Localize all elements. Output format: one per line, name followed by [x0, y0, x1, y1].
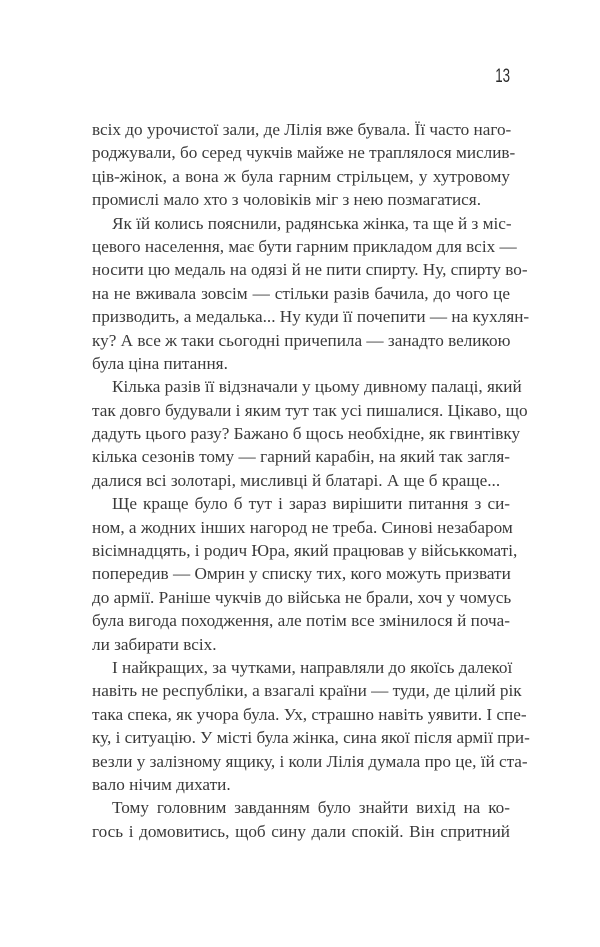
text-line: Ще краще було б тут і зараз вирішити питання з си- — [112, 494, 510, 514]
text-line: була вигода походження, але потім все змінилося й поча- — [92, 611, 510, 631]
text-line: призводить, а медалька... Ну куди її почепити — на кухлян- — [92, 307, 530, 327]
text-line: носити цю медаль на одязі й не пити спирту. Ну, спирту во- — [92, 260, 528, 280]
text-line: всіх до урочистої зали, де Лілія вже бувала. Її часто наго- — [92, 120, 512, 139]
text-line: І найкращих, за чутками, направляли до якоїсь далекої — [112, 657, 513, 677]
body-text — [92, 118, 530, 843]
text-line: ку, і ситуацію. У місті була жінка, сина якої після армії при- — [92, 728, 530, 748]
text-line: ку? А все ж таки сьогодні причепила — занадто великою — [92, 330, 511, 350]
text-line: промислі мало хто з чоловіків міг з нею позмагатися. — [92, 190, 481, 210]
text-line: кілька сезонів тому — гарний карабін, на який так загля- — [92, 447, 510, 467]
text-line: ном, а жодних інших нагород не треба. Синові незабаром — [92, 517, 513, 537]
text-line: вісімнадцять, і родич Юра, який працював у військкоматі, — [92, 541, 518, 561]
text-line: вало нічим дихати. — [92, 774, 231, 794]
text-line: навіть не республіки, а взагалі країни — туди, де цілий рік — [92, 681, 522, 701]
text-line: роджували, бо серед чукчів майже не траплялося мислив- — [92, 143, 516, 163]
text-line: попередив — Омрин у списку тих, кого можуть призвати — [92, 564, 511, 584]
text-line: до армії. Раніше чукчів до війська не брали, хоч у чомусь — [92, 587, 512, 607]
text-line: на не вживала зовсім — стільки разів бачила, до чого це — [92, 283, 510, 303]
text-line: була ціна питання. — [92, 353, 228, 373]
text-line: ців-жінок, а вона ж була гарним стрільцем, у хутровому — [92, 166, 510, 186]
text-line: Як їй колись пояснили, радянська жінка, та ще й з міс- — [112, 213, 512, 233]
text-line: така спека, як учора була. Ух, страшно навіть уявити. І спе- — [92, 704, 527, 724]
text-line: дадуть цього разу? Бажано б щось необхідне, як гвинтівку — [92, 424, 521, 444]
text-line: везли у залізному ящику, і коли Лілія думала про це, їй ста- — [92, 751, 528, 771]
text-line: Кілька разів її відзначали у цьому дивному палаці, який — [112, 377, 522, 397]
text-line: цевого населення, має бути гарним прикладом для всіх — — [92, 236, 517, 256]
text-line: гось і домовитись, щоб сину дали спокій. Він спритний — [92, 821, 510, 841]
page-number: 13 — [495, 66, 510, 87]
text-line: ли забирати всіх. — [92, 634, 217, 654]
text-line: далися всі золотарі, мисливці й блатарі. А ще б краще... — [92, 470, 501, 490]
text-line: Тому головним завданням було знайти вихід на ко- — [112, 798, 510, 818]
text-line: так довго будували і яким тут так усі пишалися. Цікаво, що — [92, 400, 528, 420]
